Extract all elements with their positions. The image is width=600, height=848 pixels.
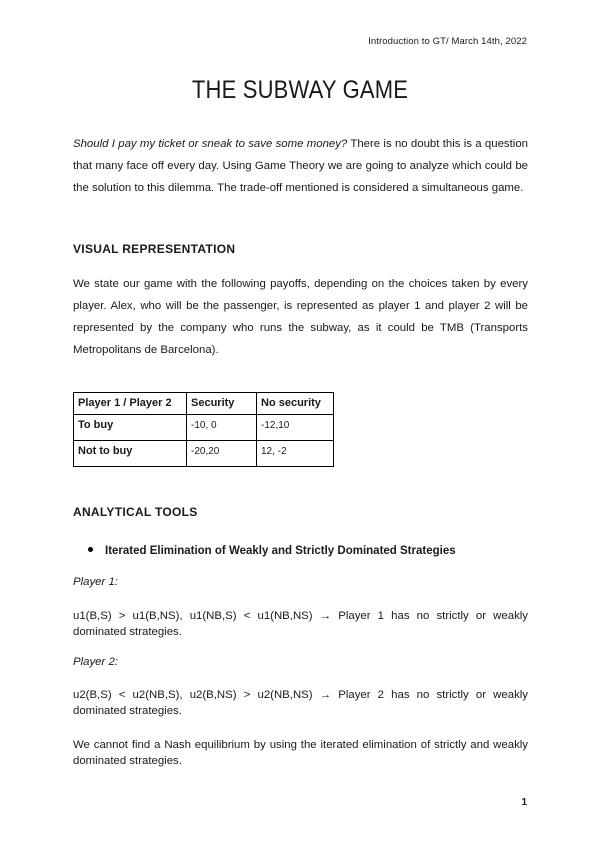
player1-label: Player 1:: [73, 576, 118, 588]
table-row: [74, 441, 334, 467]
bullet-text: Iterated Elimination of Weakly and Strictly Dominated Strategies: [105, 545, 456, 557]
row-label-to-buy: To buy: [74, 415, 187, 441]
visual-representation-paragraph: We state our game with the following payoffs, depending on the choices taken by every player. Alex, who will be the passenger, is represented as player 1 and player 2 will be represented by the company who runs the subway, as it could be TMB (Transports Metropolitans de Barcelona).: [73, 278, 528, 356]
bullet-item: [88, 545, 456, 557]
analytical-tools-heading: ANALYTICAL TOOLS: [73, 505, 198, 519]
intro-paragraph: [73, 133, 528, 199]
player2-analysis: u2(B,S) < u2(NB,S), u2(B,NS) > u2(NB,NS) → Player 2 has no strictly or weakly dominated strategies.: [73, 689, 528, 717]
intro-text: There is no doubt this is a question that many face off every day. Using Game Theory we are going to analyze which could be the solution to this dilemma. The trade-off mentioned is considered a simultaneous game.: [73, 138, 528, 194]
player2-label: Player 2:: [73, 656, 118, 668]
row-label-not-to-buy: Not to buy: [74, 441, 187, 467]
conclusion-paragraph: We cannot find a Nash equilibrium by using the iterated elimination of strictly and weakly dominated strategies.: [73, 739, 528, 767]
header-course-date: Introduction to GT/ March 14th, 2022: [368, 36, 527, 47]
table-col-no-security: No security: [257, 393, 334, 415]
intro-question: Should I pay my ticket or sneak to save some money?: [73, 138, 348, 150]
table-col-security: Security: [187, 393, 257, 415]
page-title: THE SUBWAY GAME: [191, 76, 409, 104]
page-number: 1: [521, 797, 527, 808]
player1-analysis: u1(B,S) > u1(B,NS), u1(NB,S) < u1(NB,NS) → Player 1 has no strictly or weakly dominated strategies.: [73, 610, 528, 638]
visual-representation-heading: VISUAL REPRESENTATION: [73, 242, 236, 256]
bullet-dot-icon: [88, 547, 93, 552]
payoff-cell: -12,10: [257, 415, 334, 441]
payoff-cell: -20,20: [187, 441, 257, 467]
table-corner-header: Player 1 / Player 2: [74, 393, 187, 415]
payoff-table: [73, 392, 334, 467]
payoff-cell: 12, -2: [257, 441, 334, 467]
table-row: [74, 415, 334, 441]
payoff-cell: -10, 0: [187, 415, 257, 441]
table-header-row: [74, 393, 334, 415]
